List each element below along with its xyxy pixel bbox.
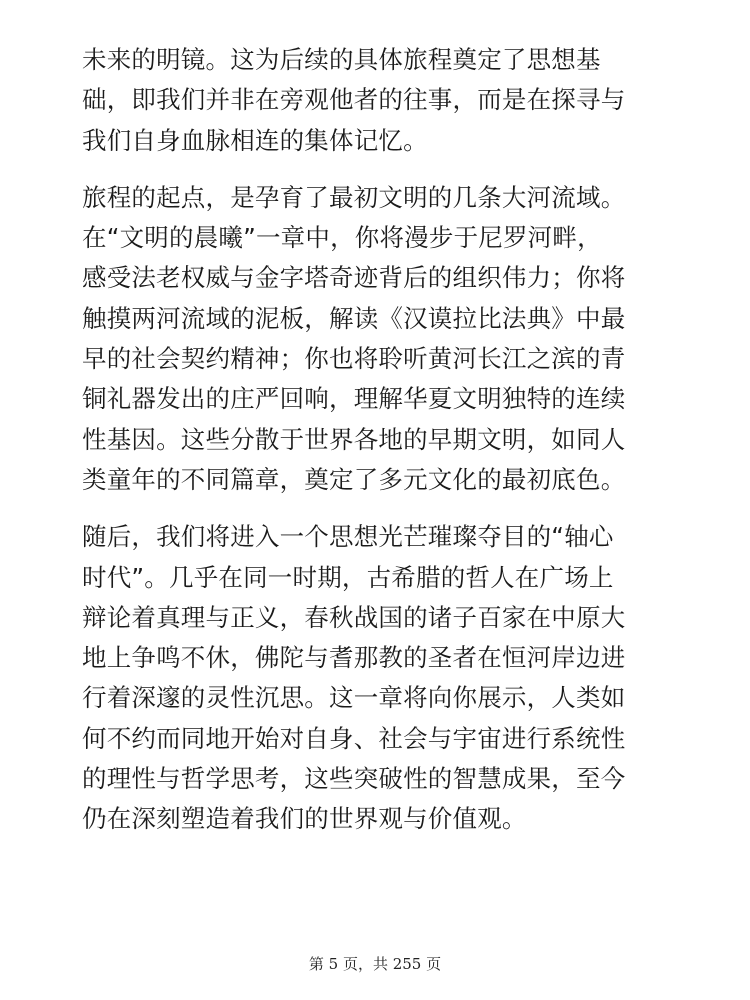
text-line: 的理性与哲学思考，这些突破性的智慧成果，至今 (82, 764, 626, 794)
body-text (82, 40, 682, 857)
text-line: 铜礼器发出的庄严回响，理解华夏文明独特的连续 (82, 384, 626, 414)
text-line: 旅程的起点，是孕育了最初文明的几条大河流域。 (82, 182, 626, 212)
page-footer (0, 953, 750, 974)
text-line: 础，即我们并非在旁观他者的往事，而是在探寻与 (82, 85, 626, 115)
text-line: 触摸两河流域的泥板，解读《汉谟拉比法典》中最 (82, 303, 626, 333)
text-line: 类童年的不同篇章，奠定了多元文化的最初底色。 (82, 464, 626, 494)
paragraph-2 (82, 178, 682, 500)
text-line: 时代”。几乎在同一时期，古希腊的哲人在广场上 (82, 562, 614, 592)
paragraph-1 (82, 40, 682, 161)
text-line: 我们自身血脉相连的集体记忆。 (82, 125, 428, 155)
text-line: 何不约而同地开始对自身、社会与宇宙进行系统性 (82, 723, 626, 753)
text-line: 早的社会契约精神；你也将聆听黄河长江之滨的青 (82, 344, 626, 374)
text-line: 地上争鸣不休，佛陀与耆那教的圣者在恒河岸边进 (82, 643, 626, 673)
text-line: 行着深邃的灵性沉思。这一章将向你展示，人类如 (82, 683, 626, 713)
text-line: 感受法老权威与金字塔奇迹背后的组织伟力；你将 (82, 263, 626, 293)
text-line: 性基因。这些分散于世界各地的早期文明，如同人 (82, 424, 626, 454)
text-line: 辩论着真理与正义，春秋战国的诸子百家在中原大 (82, 602, 626, 632)
text-line: 未来的明镜。这为后续的具体旅程奠定了思想基 (82, 45, 601, 74)
paragraph-3 (82, 517, 682, 839)
page-number-label: 第 5 页，共 255 页 (308, 955, 442, 973)
text-line: 在“文明的晨曦”一章中，你将漫步于尼罗河畔， (82, 223, 602, 253)
text-line: 仍在深刻塑造着我们的世界观与价值观。 (82, 804, 527, 834)
text-line: 随后，我们将进入一个思想光芒璀璨夺目的“轴心 (82, 522, 614, 552)
